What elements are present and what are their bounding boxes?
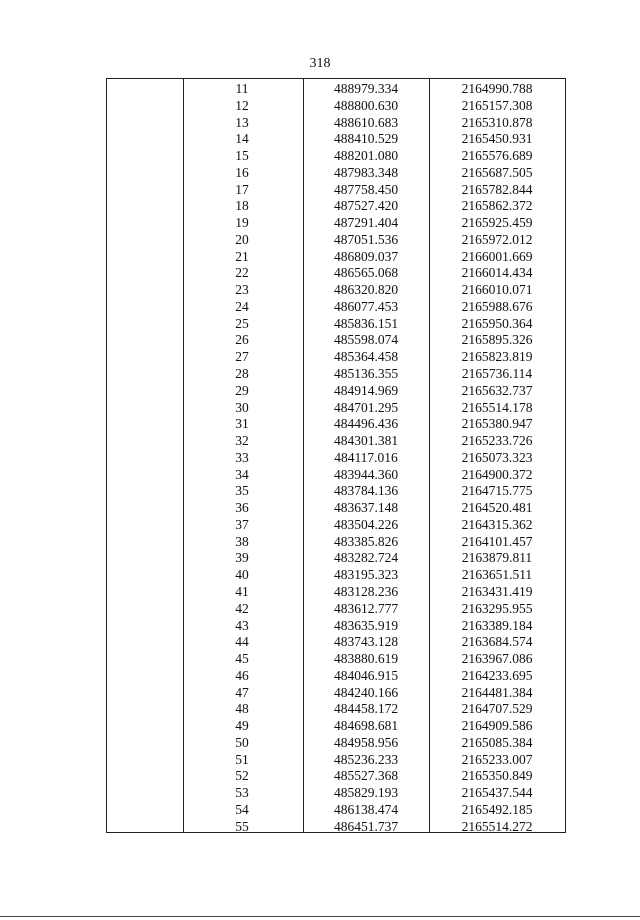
table-row (107, 785, 565, 802)
y-coordinate-cell: 2163389.184 (461, 617, 533, 633)
x-coordinate-cell: 486320.820 (333, 282, 399, 298)
table-row (107, 618, 565, 635)
y-coordinate-cell: 2165687.505 (461, 164, 533, 180)
point-number-cell: 26 (235, 332, 249, 348)
table-row (107, 584, 565, 601)
x-coordinate-cell: 483784.136 (333, 483, 399, 499)
x-coordinate-cell: 484240.166 (333, 684, 399, 700)
point-number-cell: 30 (235, 399, 249, 415)
point-number-cell: 44 (235, 634, 249, 650)
x-coordinate-cell: 486809.037 (333, 248, 399, 264)
x-coordinate-cell: 487527.420 (333, 198, 399, 214)
point-number-cell: 48 (235, 701, 249, 717)
point-number-cell: 36 (235, 500, 249, 516)
point-number-cell: 29 (235, 382, 249, 398)
table-row (107, 98, 565, 115)
y-coordinate-cell: 2163651.511 (461, 567, 533, 583)
point-number-cell: 40 (235, 567, 249, 583)
y-coordinate-cell: 2165073.323 (461, 449, 533, 465)
x-coordinate-cell: 488410.529 (333, 131, 399, 147)
y-coordinate-cell: 2165988.676 (461, 298, 533, 314)
point-number-cell: 51 (235, 751, 249, 767)
table-row (107, 668, 565, 685)
table-row (107, 316, 565, 333)
y-coordinate-cell: 2165736.114 (461, 366, 533, 382)
y-coordinate-cell: 2165437.544 (461, 785, 533, 801)
table-row (107, 215, 565, 232)
table-row (107, 282, 565, 299)
x-coordinate-cell: 484117.016 (334, 449, 398, 465)
table-row (107, 601, 565, 618)
y-coordinate-cell: 2165632.737 (461, 382, 533, 398)
table-row (107, 131, 565, 148)
x-coordinate-cell: 485836.151 (333, 315, 399, 331)
table-row (107, 500, 565, 517)
table-row (107, 735, 565, 752)
point-number-cell: 43 (235, 617, 249, 633)
y-coordinate-cell: 2165450.931 (461, 131, 533, 147)
point-number-cell: 27 (235, 349, 249, 365)
table-row (107, 483, 565, 500)
table-row (107, 450, 565, 467)
point-number-cell: 55 (235, 818, 249, 834)
table-row (107, 148, 565, 165)
page-number: 318 (309, 56, 331, 71)
point-number-cell: 41 (235, 583, 249, 599)
point-number-cell: 35 (235, 483, 249, 499)
y-coordinate-cell: 2165233.007 (461, 751, 533, 767)
y-coordinate-cell: 2164990.788 (461, 81, 533, 96)
y-coordinate-cell: 2164481.384 (461, 684, 533, 700)
table-row (107, 685, 565, 702)
table-row (107, 400, 565, 417)
point-number-cell: 32 (235, 433, 249, 449)
y-coordinate-cell: 2164909.586 (461, 718, 533, 734)
point-number-cell: 19 (235, 215, 249, 231)
x-coordinate-cell: 484914.969 (333, 382, 399, 398)
table-row (107, 802, 565, 819)
point-number-cell: 52 (235, 768, 249, 784)
x-coordinate-cell: 483128.236 (333, 583, 399, 599)
x-coordinate-cell: 488201.080 (333, 148, 399, 164)
point-number-cell: 37 (235, 516, 249, 532)
point-number-cell: 13 (235, 114, 249, 130)
point-number-cell: 34 (235, 466, 249, 482)
x-coordinate-cell: 483944.360 (333, 466, 399, 482)
y-coordinate-cell: 2165950.364 (461, 315, 533, 331)
table-row (107, 299, 565, 316)
coordinate-table (106, 78, 566, 833)
point-number-cell: 11 (235, 81, 249, 96)
y-coordinate-cell: 2164707.529 (461, 701, 533, 717)
x-coordinate-cell: 484458.172 (333, 701, 399, 717)
y-coordinate-cell: 2165233.726 (461, 433, 533, 449)
table-row (107, 517, 565, 534)
point-number-cell: 46 (235, 667, 249, 683)
point-number-cell: 15 (235, 148, 249, 164)
y-coordinate-cell: 2165310.878 (461, 114, 533, 130)
table-row (107, 768, 565, 785)
x-coordinate-cell: 483635.919 (333, 617, 399, 633)
y-coordinate-cell: 2163967.086 (461, 651, 533, 667)
y-coordinate-cell: 2163431.419 (461, 583, 533, 599)
point-number-cell: 39 (235, 550, 249, 566)
point-number-cell: 17 (235, 181, 249, 197)
y-coordinate-cell: 2165823.819 (461, 349, 533, 365)
page-bottom-edge (0, 916, 640, 917)
table-row (107, 115, 565, 132)
x-coordinate-cell: 483880.619 (333, 651, 399, 667)
point-number-cell: 18 (235, 198, 249, 214)
table-row (107, 567, 565, 584)
table-row (107, 534, 565, 551)
y-coordinate-cell: 2166001.669 (461, 248, 533, 264)
table-row (107, 433, 565, 450)
point-number-cell: 31 (235, 416, 249, 432)
x-coordinate-cell: 483743.128 (333, 634, 399, 650)
table-row (107, 349, 565, 366)
x-coordinate-cell: 485236.233 (333, 751, 399, 767)
x-coordinate-cell: 484046.915 (333, 667, 399, 683)
y-coordinate-cell: 2165085.384 (461, 734, 533, 750)
point-number-cell: 23 (235, 282, 249, 298)
table-row (107, 416, 565, 433)
y-coordinate-cell: 2165514.178 (461, 399, 533, 415)
y-coordinate-cell: 2166010.071 (461, 282, 533, 298)
table-row (107, 182, 565, 199)
table-row (107, 752, 565, 769)
table-row (107, 701, 565, 718)
x-coordinate-cell: 488979.334 (333, 81, 399, 96)
y-coordinate-cell: 2165514.272 (461, 818, 533, 834)
table-row (107, 651, 565, 668)
point-number-cell: 14 (235, 131, 249, 147)
y-coordinate-cell: 2165862.372 (461, 198, 533, 214)
x-coordinate-cell: 484698.681 (333, 718, 399, 734)
table-row (107, 819, 565, 836)
x-coordinate-cell: 483637.148 (333, 500, 399, 516)
point-number-cell: 54 (235, 801, 249, 817)
y-coordinate-cell: 2163879.811 (461, 550, 533, 566)
point-number-cell: 49 (235, 718, 249, 734)
x-coordinate-cell: 484958.956 (333, 734, 399, 750)
x-coordinate-cell: 483282.724 (333, 550, 399, 566)
x-coordinate-cell: 487051.536 (333, 231, 399, 247)
x-coordinate-cell: 487983.348 (333, 164, 399, 180)
y-coordinate-cell: 2165972.012 (461, 231, 533, 247)
y-coordinate-cell: 2165925.459 (461, 215, 533, 231)
point-number-cell: 53 (235, 785, 249, 801)
y-coordinate-cell: 2164101.457 (461, 533, 533, 549)
table-row (107, 718, 565, 735)
point-number-cell: 22 (235, 265, 249, 281)
point-number-cell: 42 (235, 600, 249, 616)
x-coordinate-cell: 484701.295 (333, 399, 399, 415)
table-row (107, 383, 565, 400)
point-number-cell: 16 (235, 164, 249, 180)
table-row (107, 165, 565, 182)
point-number-cell: 47 (235, 684, 249, 700)
x-coordinate-cell: 485527.368 (333, 768, 399, 784)
point-number-cell: 33 (235, 449, 249, 465)
y-coordinate-cell: 2164520.481 (461, 500, 533, 516)
x-coordinate-cell: 485598.074 (333, 332, 399, 348)
table-row (107, 332, 565, 349)
point-number-cell: 21 (235, 248, 249, 264)
x-coordinate-cell: 487291.404 (333, 215, 399, 231)
x-coordinate-cell: 488610.683 (333, 114, 399, 130)
table-row (107, 232, 565, 249)
y-coordinate-cell: 2164900.372 (461, 466, 533, 482)
y-coordinate-cell: 2165350.849 (461, 768, 533, 784)
table-row (107, 249, 565, 266)
point-number-cell: 24 (235, 298, 249, 314)
table-row (107, 81, 565, 98)
point-number-cell: 12 (235, 97, 249, 113)
table-body (107, 81, 565, 835)
y-coordinate-cell: 2165492.185 (461, 801, 533, 817)
x-coordinate-cell: 486565.068 (333, 265, 399, 281)
x-coordinate-cell: 486077.453 (333, 298, 399, 314)
table-row (107, 366, 565, 383)
y-coordinate-cell: 2165895.326 (461, 332, 533, 348)
x-coordinate-cell: 485136.355 (333, 366, 399, 382)
y-coordinate-cell: 2164315.362 (461, 516, 533, 532)
x-coordinate-cell: 484301.381 (333, 433, 399, 449)
x-coordinate-cell: 485829.193 (333, 785, 399, 801)
x-coordinate-cell: 483195.323 (333, 567, 399, 583)
y-coordinate-cell: 2163295.955 (461, 600, 533, 616)
y-coordinate-cell: 2165576.689 (461, 148, 533, 164)
table-row (107, 198, 565, 215)
point-number-cell: 38 (235, 533, 249, 549)
x-coordinate-cell: 485364.458 (333, 349, 399, 365)
x-coordinate-cell: 487758.450 (333, 181, 399, 197)
point-number-cell: 20 (235, 231, 249, 247)
table-row (107, 634, 565, 651)
y-coordinate-cell: 2166014.434 (461, 265, 533, 281)
point-number-cell: 45 (235, 651, 249, 667)
table-row (107, 467, 565, 484)
y-coordinate-cell: 2165380.947 (461, 416, 533, 432)
point-number-cell: 25 (235, 315, 249, 331)
x-coordinate-cell: 483504.226 (333, 516, 399, 532)
table-row (107, 265, 565, 282)
point-number-cell: 50 (235, 734, 249, 750)
x-coordinate-cell: 483612.777 (333, 600, 399, 616)
y-coordinate-cell: 2164715.775 (461, 483, 533, 499)
y-coordinate-cell: 2164233.695 (461, 667, 533, 683)
x-coordinate-cell: 486138.474 (333, 801, 399, 817)
table-row (107, 550, 565, 567)
x-coordinate-cell: 484496.436 (333, 416, 399, 432)
x-coordinate-cell: 486451.737 (333, 818, 399, 834)
x-coordinate-cell: 488800.630 (333, 97, 399, 113)
y-coordinate-cell: 2165782.844 (461, 181, 533, 197)
x-coordinate-cell: 483385.826 (333, 533, 399, 549)
y-coordinate-cell: 2165157.308 (461, 97, 533, 113)
point-number-cell: 28 (235, 366, 249, 382)
y-coordinate-cell: 2163684.574 (461, 634, 533, 650)
